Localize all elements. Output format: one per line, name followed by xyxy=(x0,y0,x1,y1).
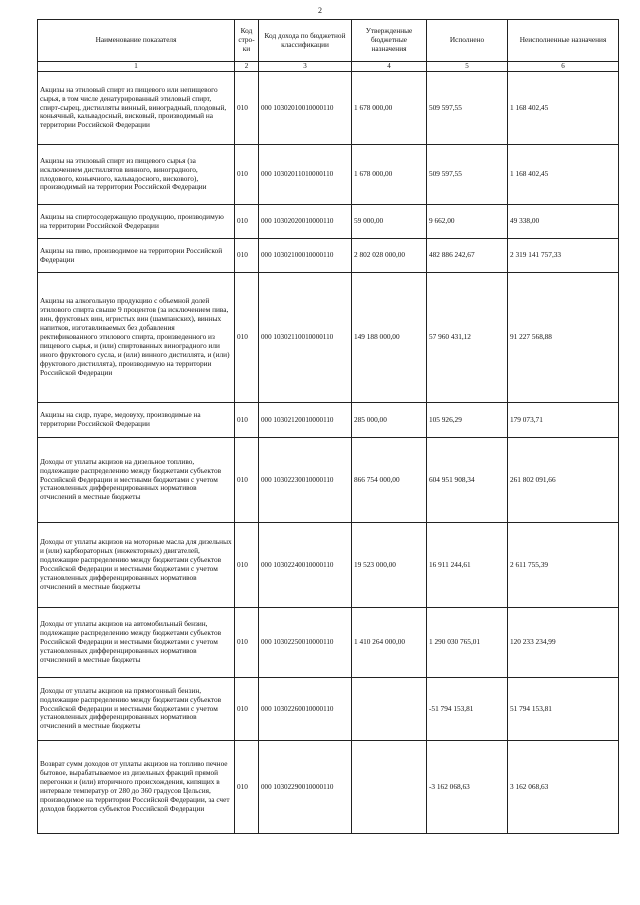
row-approved: 59 000,00 xyxy=(352,205,427,239)
row-line-code: 010 xyxy=(235,678,259,741)
row-executed: -3 162 068,63 xyxy=(427,741,508,834)
row-unexecuted: 51 794 153,81 xyxy=(508,678,619,741)
row-unexecuted: 1 168 402,45 xyxy=(508,72,619,145)
row-line-code: 010 xyxy=(235,523,259,608)
header-row xyxy=(38,20,619,62)
header-name: Наименование показателя xyxy=(38,20,235,62)
row-line-code: 010 xyxy=(235,608,259,678)
row-income-code: 000 10302011010000110 xyxy=(259,145,352,205)
row-approved: 149 188 000,00 xyxy=(352,273,427,403)
table-row xyxy=(38,72,619,145)
row-approved: 1 410 264 000,00 xyxy=(352,608,427,678)
row-line-code: 010 xyxy=(235,72,259,145)
table-row xyxy=(38,741,619,834)
row-income-code: 000 10302290010000110 xyxy=(259,741,352,834)
row-name: Возврат сумм доходов от уплаты акцизов на топливо печное бытовое, вырабатываемое из дизельных фракций прямой перегонки и (или) вторичного происхождения, кипящих в интервале температур от 280 до 360 градусов Цельсия, производимое на территории Российской Федерации, за счет доходов бюджетов субъектов Российской Федерации xyxy=(38,741,235,834)
row-approved: 285 000,00 xyxy=(352,403,427,438)
row-executed: 509 597,55 xyxy=(427,145,508,205)
row-name: Доходы от уплаты акцизов на дизельное топливо, подлежащие распределению между бюджетами субъектов Российской Федерации и местными бюджетами с учетом установленных дифференцированных нормативов отчислений в местные бюджеты xyxy=(38,438,235,523)
table-row xyxy=(38,608,619,678)
row-name: Доходы от уплаты акцизов на прямогонный бензин, подлежащие распределению между бюджетами субъектов Российской Федерации и местными бюджетами с учетом установленных дифференцированных нормативов отчислений в местные бюджеты xyxy=(38,678,235,741)
row-executed: 482 886 242,67 xyxy=(427,239,508,273)
column-number: 6 xyxy=(508,62,619,72)
row-line-code: 010 xyxy=(235,438,259,523)
row-executed: 16 911 244,61 xyxy=(427,523,508,608)
column-number-row xyxy=(38,62,619,72)
row-name: Акцизы на этиловый спирт из пищевого сырья (за исключением дистиллятов винного, виноградного, плодового, коньячного, кальвадосного, вискового), производимый на территории Российской Федерации xyxy=(38,145,235,205)
column-number: 5 xyxy=(427,62,508,72)
row-executed: 509 597,55 xyxy=(427,72,508,145)
row-unexecuted: 3 162 068,63 xyxy=(508,741,619,834)
row-executed: 57 960 431,12 xyxy=(427,273,508,403)
row-approved: 1 678 000,00 xyxy=(352,72,427,145)
row-name: Акцизы на сидр, пуаре, медовуху, производимые на территории Российской Федерации xyxy=(38,403,235,438)
header-approved: Утвержденные бюджетные назначения xyxy=(352,20,427,62)
row-unexecuted: 120 233 234,99 xyxy=(508,608,619,678)
row-approved xyxy=(352,678,427,741)
table-row xyxy=(38,678,619,741)
row-name: Акцизы на этиловый спирт из пищевого или непищевого сырья, в том числе денатурированный этиловый спирт, спирт-сырец, дистилляты винный, виноградный, плодовый, коньячный, кальвадосный, висковый, производимый на территории Российской Федерации xyxy=(38,72,235,145)
row-income-code: 000 10302110010000110 xyxy=(259,273,352,403)
row-line-code: 010 xyxy=(235,145,259,205)
row-name: Акцизы на спиртосодержащую продукцию, производимую на территории Российской Федерации xyxy=(38,205,235,239)
row-approved: 2 802 028 000,00 xyxy=(352,239,427,273)
column-number: 3 xyxy=(259,62,352,72)
row-approved xyxy=(352,741,427,834)
row-line-code: 010 xyxy=(235,239,259,273)
table-row xyxy=(38,523,619,608)
table-row xyxy=(38,205,619,239)
header-line-code: Код стро-ки xyxy=(235,20,259,62)
row-line-code: 010 xyxy=(235,403,259,438)
row-line-code: 010 xyxy=(235,741,259,834)
row-approved: 1 678 000,00 xyxy=(352,145,427,205)
table-row xyxy=(38,239,619,273)
row-unexecuted: 1 168 402,45 xyxy=(508,145,619,205)
row-executed: 105 926,29 xyxy=(427,403,508,438)
column-number: 4 xyxy=(352,62,427,72)
row-income-code: 000 10302010010000110 xyxy=(259,72,352,145)
table-row xyxy=(38,438,619,523)
row-unexecuted: 261 802 091,66 xyxy=(508,438,619,523)
row-unexecuted: 2 319 141 757,33 xyxy=(508,239,619,273)
row-approved: 19 523 000,00 xyxy=(352,523,427,608)
row-executed: -51 794 153,81 xyxy=(427,678,508,741)
row-income-code: 000 10302020010000110 xyxy=(259,205,352,239)
page-number: 2 xyxy=(318,6,322,15)
row-name: Доходы от уплаты акцизов на автомобильный бензин, подлежащие распределению между бюджетами субъектов Российской Федерации и местными бюджетами с учетом установленных дифференцированных нормативов отчислений в местные бюджеты xyxy=(38,608,235,678)
row-name: Акцизы на пиво, производимое на территории Российской Федерации xyxy=(38,239,235,273)
row-line-code: 010 xyxy=(235,273,259,403)
column-number: 1 xyxy=(38,62,235,72)
row-name: Доходы от уплаты акцизов на моторные масла для дизельных и (или) карбюраторных (инжекторных) двигателей, подлежащие распределению между бюджетами субъектов Российской Федерации и местными бюджетами с учетом установленных дифференцированных нормативов отчислений в местные бюджеты xyxy=(38,523,235,608)
table-row xyxy=(38,145,619,205)
table-row xyxy=(38,403,619,438)
row-unexecuted: 2 611 755,39 xyxy=(508,523,619,608)
income-report-table xyxy=(37,19,619,834)
row-income-code: 000 10302120010000110 xyxy=(259,403,352,438)
row-executed: 1 290 030 765,01 xyxy=(427,608,508,678)
row-unexecuted: 179 073,71 xyxy=(508,403,619,438)
row-income-code: 000 10302100010000110 xyxy=(259,239,352,273)
header-unexecuted: Неисполненные назначения xyxy=(508,20,619,62)
row-income-code: 000 10302250010000110 xyxy=(259,608,352,678)
row-executed: 604 951 908,34 xyxy=(427,438,508,523)
row-executed: 9 662,00 xyxy=(427,205,508,239)
row-income-code: 000 10302240010000110 xyxy=(259,523,352,608)
row-approved: 866 754 000,00 xyxy=(352,438,427,523)
row-income-code: 000 10302230010000110 xyxy=(259,438,352,523)
row-income-code: 000 10302260010000110 xyxy=(259,678,352,741)
header-executed: Исполнено xyxy=(427,20,508,62)
row-unexecuted: 91 227 568,88 xyxy=(508,273,619,403)
column-number: 2 xyxy=(235,62,259,72)
row-unexecuted: 49 338,00 xyxy=(508,205,619,239)
header-income-code: Код дохода по бюджетной классификации xyxy=(259,20,352,62)
row-line-code: 010 xyxy=(235,205,259,239)
table-row xyxy=(38,273,619,403)
row-name: Акцизы на алкогольную продукцию с объемной долей этилового спирта свыше 9 процентов (за исключением пива, вин, фруктовых вин, игристых вин (шампанских), винных напитков, изготавливаемых без добавления ректификованного этилового спирта, произведенного из пищевого сырья, и (или) спиртованных виноградного или иного фруктового сусла, и (или) винного дистиллята, и (или) фруктового дистиллята), производимую на территории Российской Федерации xyxy=(38,273,235,403)
